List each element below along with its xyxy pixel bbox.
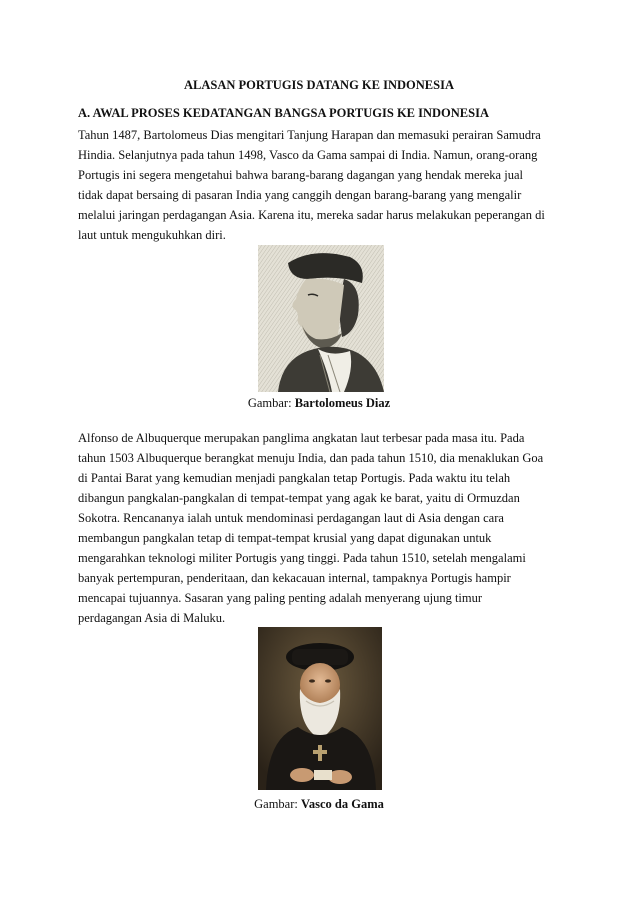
caption-prefix: Gambar: — [254, 797, 301, 811]
figure-caption-1 — [0, 396, 638, 411]
caption-name: Vasco da Gama — [300, 797, 384, 811]
paragraph-line: Hindia. Selanjutnya pada tahun 1498, Vasco da Gama sampai di India. Namun, orang-orang — [78, 148, 538, 162]
figure-caption-2 — [0, 797, 638, 812]
paragraph-1 — [78, 125, 568, 245]
paragraph-line: tahun 1503 Albuquerque berangkat menuju India, dan pada tahun 1510, dia menaklukan Goa — [78, 451, 544, 465]
paragraph-line: mencapai tujuannya. Sasaran yang paling penting adalah menyerang ujung timur — [78, 591, 483, 605]
vasco-da-gama-portrait — [258, 627, 382, 790]
document-title: ALASAN PORTUGIS DATANG KE INDONESIA — [184, 78, 454, 92]
portrait-engraving-image — [258, 245, 384, 392]
paragraph-line: Portugis ini segera mengetahui bahwa barang-barang dagangan yang hendak mereka jual — [78, 168, 523, 182]
paragraph-line: tidak dapat bersaing di pasaran India yang canggih dengan barang-barang yang mengalir — [78, 188, 522, 202]
paragraph-line: dibangun pangkalan-pangkalan di tempat-tempat yang agak ke barat, yaitu di Ormuzdan — [78, 491, 520, 505]
paragraph-2 — [78, 428, 568, 628]
paragraph-line: Tahun 1487, Bartolomeus Dias mengitari Tanjung Harapan dan memasuki perairan Samudra — [78, 128, 541, 142]
paragraph-line: di Pantai Barat yang kemudian menjadi pangkalan tetap Portugis. Pada waktu itu telah — [78, 471, 511, 485]
paragraph-line: Alfonso de Albuquerque merupakan panglima angkatan laut terbesar pada masa itu. Pada — [78, 431, 525, 445]
caption-name: Bartolomeus Diaz — [294, 396, 391, 410]
section-heading: A. AWAL PROSES KEDATANGAN BANGSA PORTUGIS KE INDONESIA — [78, 106, 489, 120]
paragraph-line: banyak pertempuran, penderitaan, dan kekacauan internal, tampaknya Portugis hampir — [78, 571, 511, 585]
portrait-painting-image — [258, 627, 382, 790]
caption-prefix: Gambar: — [247, 396, 295, 410]
paragraph-line: laut untuk mengukuhkan diri. — [78, 228, 226, 242]
paragraph-line: perdagangan Asia di Maluku. — [78, 611, 226, 625]
paragraph-line: membangun pangkalan tetap di tempat-tempat krusial yang dapat digunakan untuk — [78, 531, 492, 545]
bartolomeus-diaz-portrait — [258, 245, 384, 392]
paragraph-line: Sokotra. Rencananya ialah untuk mendominasi perdagangan laut di Asia dengan cara — [78, 511, 504, 525]
paragraph-line: melalui jaringan perdagangan Asia. Karena itu, mereka sadar harus melakukan peperangan di — [78, 208, 545, 222]
paragraph-line: mengarahkan teknologi militer Portugis yang tinggi. Pada tahun 1510, setelah mengalami — [78, 551, 526, 565]
